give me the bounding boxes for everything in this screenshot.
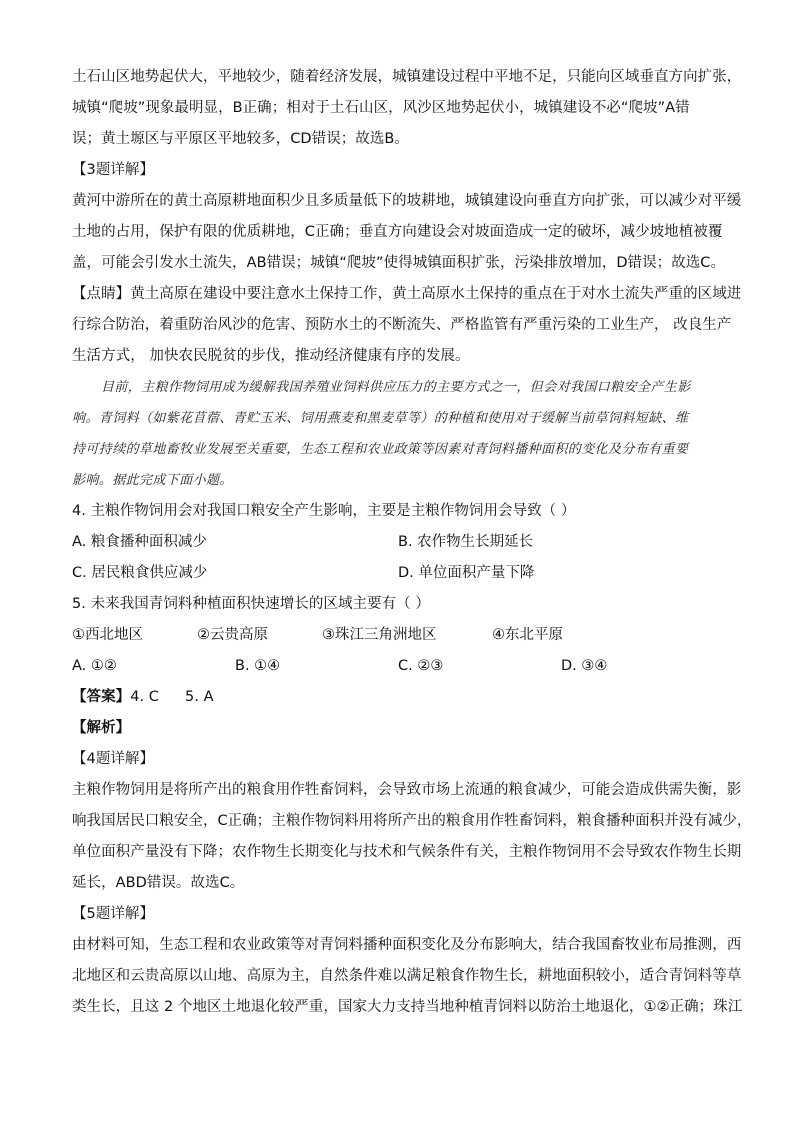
paragraph-line: 盖，可能会引发水土流失，AB错误；城镇“爬坡”使得城镇面积扩张，污染排放增加，D错误；故选C。 [72, 255, 726, 271]
answer-5: 5. A [184, 689, 214, 705]
option-a: A. ①② [72, 658, 117, 674]
q5-detail-heading: 【5题详解】 [72, 906, 155, 922]
region-4: ④东北平原 [492, 627, 563, 643]
q4-detail-heading: 【4题详解】 [72, 751, 155, 767]
option-d: D. ③④ [561, 658, 608, 674]
paragraph-line: 主粮作物饲用是将所产出的粮食用作牲畜饲料，会导致市场上流通的粮食减少，可能会造成供需失衡，影 [72, 782, 742, 798]
q3-detail-heading: 【3题详解】 [72, 162, 155, 178]
question-4-options-row-1 [72, 527, 724, 558]
paragraph-line: 城镇“爬坡”现象最明显，B正确；相对于土石山区，风沙区地势起伏小，城镇建设不必“爬坡”A错 [72, 100, 690, 116]
paragraph-line: 生活方式， 加快农民脱贫的步伐，推动经济健康有序的发展。 [72, 348, 470, 364]
answer-label: 【答案】 [72, 689, 131, 705]
answer-4: 4. C [130, 689, 159, 705]
material-line: 影响。据此完成下面小题。 [72, 473, 233, 488]
analysis-label: 【解析】 [72, 720, 131, 736]
paragraph-line: 误；黄土塬区与平原区平地较多，CD错误；故选B。 [72, 131, 409, 147]
region-1: ①西北地区 [72, 627, 143, 643]
paragraph-line: 类生长，且这 2 个地区土地退化较严重，国家大力支持当地种植青饲料以防治土地退化，①②正确；珠江 [72, 999, 743, 1015]
material-line: 持可持续的草地畜牧业发展至关重要，生态工程和农业政策等因素对青饲料播种面积的变化及分布有重要 [72, 442, 689, 457]
paragraph-line: 延长，ABD错误。故选C。 [72, 875, 245, 891]
question-5-stem: 5. 未来我国青饲料种植面积快速增长的区域主要有（ ） [72, 596, 430, 612]
option-b: B. 农作物生长期延长 [398, 534, 534, 550]
paragraph-line: 土石山区地势起伏大，平地较少，随着经济发展，城镇建设过程中平地不足，只能向区域垂直方向扩张， [72, 69, 742, 85]
question-5-options-row [72, 651, 724, 682]
question-5-regions-row [72, 620, 724, 651]
paragraph-line: 北地区和云贵高原以山地、高原为主，自然条件难以满足粮食作物生长，耕地面积较小，适合青饲料等草 [72, 968, 742, 984]
paragraph-line: 响我国居民口粮安全，C正确；主粮作物饲料用将所产出的粮食用作牲畜饲料，粮食播种面积并没有减少， [72, 813, 752, 829]
paragraph-line: 土地的占用，保护有限的优质耕地，C正确；垂直方向建设会对坡面造成一定的破坏，减少坡地植被覆 [72, 224, 723, 240]
region-2: ②云贵高原 [197, 627, 268, 643]
material-line: 目前，主粮作物饲用成为缓解我国养殖业饲料供应压力的主要方式之一，但会对我国口粮安全产生影 [101, 380, 691, 395]
paragraph-line: 单位面积产量没有下降；农作物生长期变化与技术和气候条件有关，主粮作物饲用不会导致农作物生长期 [72, 844, 742, 860]
key-point-text: 黄土高原在建设中要注意水土保持工作，黄土高原水土保持的重点在于对水土流失严重的区域进 [130, 286, 742, 302]
material-line: 响。青饲料（如紫花苜蓿、青贮玉米、饲用燕麦和黑麦草等）的种植和使用对于缓解当前草饲料短缺、维 [72, 411, 689, 426]
paragraph-line: 黄河中游所在的黄土高原耕地面积少且多质量低下的坡耕地，城镇建设向垂直方向扩张，可以减少对平缓 [72, 193, 742, 209]
option-d: D. 单位面积产量下降 [398, 565, 535, 581]
option-a: A. 粮食播种面积减少 [72, 534, 207, 550]
document-page [72, 62, 752, 1023]
key-point-label: 【点睛】 [72, 286, 131, 302]
key-point-line [72, 279, 742, 310]
paragraph-line: 行综合防治，着重防治风沙的危害、预防水土的不断流失、严格监管有严重污染的工业生产， 改良生产 [72, 317, 732, 333]
option-b: B. ①④ [235, 658, 281, 674]
option-c: C. ②③ [398, 658, 444, 674]
option-c: C. 居民粮食供应减少 [72, 565, 208, 581]
paragraph-line: 由材料可知，生态工程和农业政策等对青饲料播种面积变化及分布影响大，结合我国畜牧业布局推测，西 [72, 937, 742, 953]
region-3: ③珠江三角洲地区 [322, 627, 437, 643]
answer-line [72, 682, 724, 713]
question-4-options-row-2 [72, 558, 724, 589]
question-4-stem: 4. 主粮作物饲用会对我国口粮安全产生影响，主要是主粮作物饲用会导致（ ） [72, 503, 576, 519]
